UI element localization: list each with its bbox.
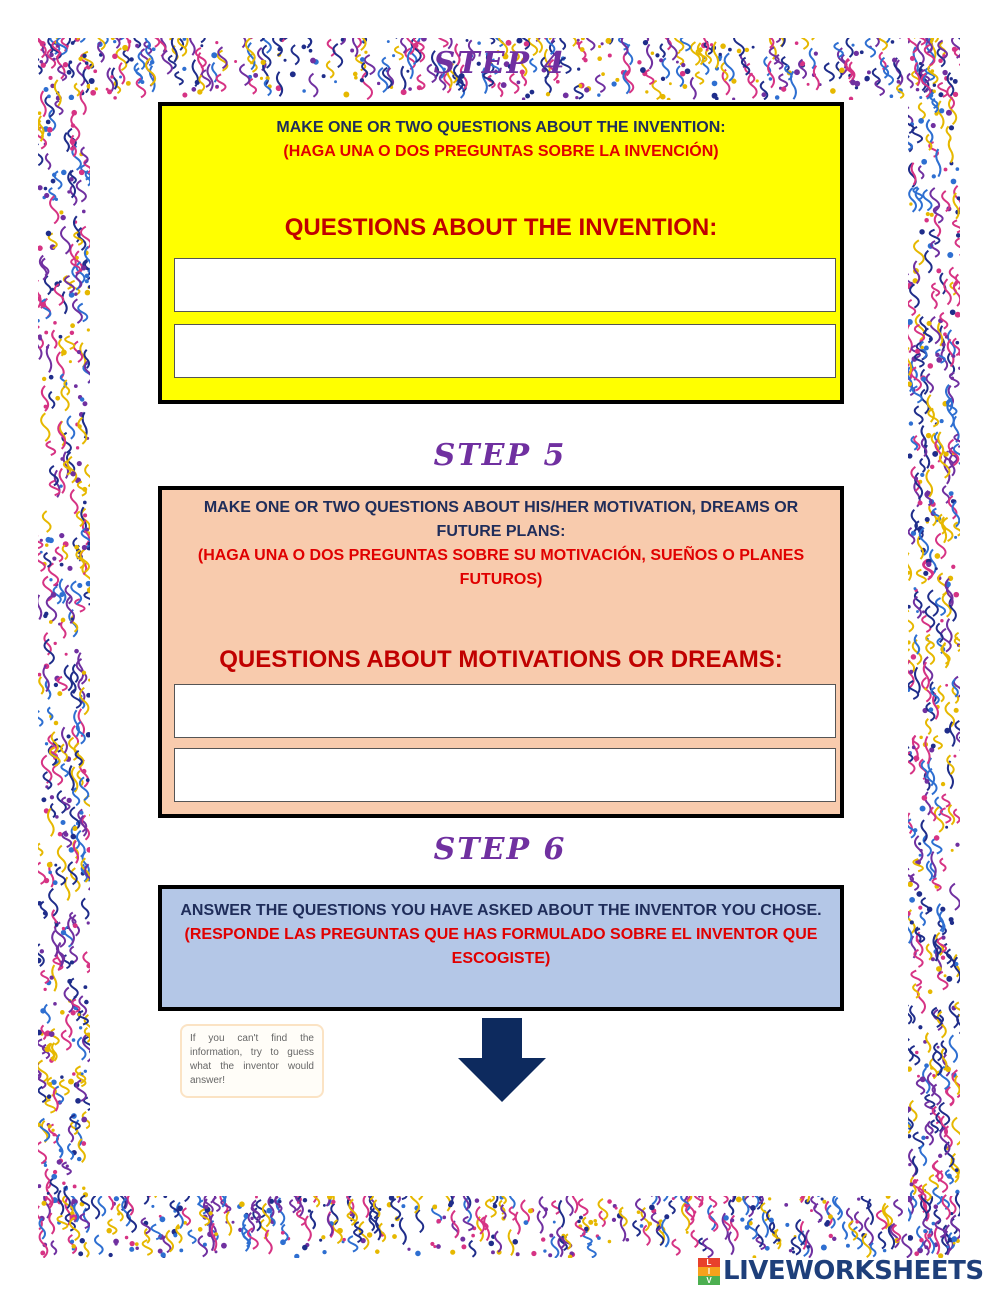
- step6-title: STEP 6: [433, 832, 567, 867]
- step6-instruction-es: (RESPONDE LAS PREGUNTAS QUE HAS FORMULADO SOBRE EL INVENTOR QUE ESCOGISTE): [184, 926, 818, 967]
- logo-text: LIVEWORKSHEETS: [723, 1256, 984, 1286]
- step6-panel: [158, 885, 844, 1011]
- step5-instructions: [162, 496, 840, 592]
- step5-panel: [158, 486, 844, 818]
- logo-badge: [698, 1258, 720, 1285]
- step4-panel: [158, 102, 844, 404]
- confetti-border-left: [38, 38, 90, 1258]
- liveworksheets-logo: [698, 1256, 984, 1286]
- logo-badge-letter: I: [698, 1267, 720, 1276]
- down-arrow-icon: [458, 1018, 546, 1102]
- step4-instruction-en: MAKE ONE OR TWO QUESTIONS ABOUT THE INVENTION:: [276, 119, 726, 136]
- step5-instruction-en: MAKE ONE OR TWO QUESTIONS ABOUT HIS/HER MOTIVATION, DREAMS OR FUTURE PLANS:: [203, 499, 799, 540]
- invention-question-2-input[interactable]: [174, 324, 836, 378]
- step5-heading: QUESTIONS ABOUT MOTIVATIONS OR DREAMS:: [219, 646, 783, 673]
- confetti-border-bottom: [38, 1196, 960, 1258]
- logo-badge-letter: L: [698, 1258, 720, 1267]
- step6-instructions: [162, 899, 840, 971]
- step4-instruction-es: (HAGA UNA O DOS PREGUNTAS SOBRE LA INVENCIÓN): [283, 143, 719, 160]
- step4-heading: QUESTIONS ABOUT THE INVENTION:: [284, 214, 718, 241]
- step4-title: STEP 4: [433, 46, 567, 81]
- step4-instructions: [162, 116, 840, 164]
- motivation-question-1-input[interactable]: [174, 684, 836, 738]
- hint-note: If you can't find the information, try to guess what the inventor would answer!: [180, 1024, 324, 1098]
- step6-instruction-en: ANSWER THE QUESTIONS YOU HAVE ASKED ABOUT THE INVENTOR YOU CHOSE.: [180, 902, 822, 919]
- confetti-border-right: [908, 38, 960, 1258]
- step5-instruction-es: (HAGA UNA O DOS PREGUNTAS SOBRE SU MOTIVACIÓN, SUEÑOS O PLANES FUTUROS): [197, 547, 805, 588]
- step5-title: STEP 5: [433, 438, 567, 473]
- motivation-question-2-input[interactable]: [174, 748, 836, 802]
- logo-badge-letter: V: [698, 1276, 720, 1285]
- invention-question-1-input[interactable]: [174, 258, 836, 312]
